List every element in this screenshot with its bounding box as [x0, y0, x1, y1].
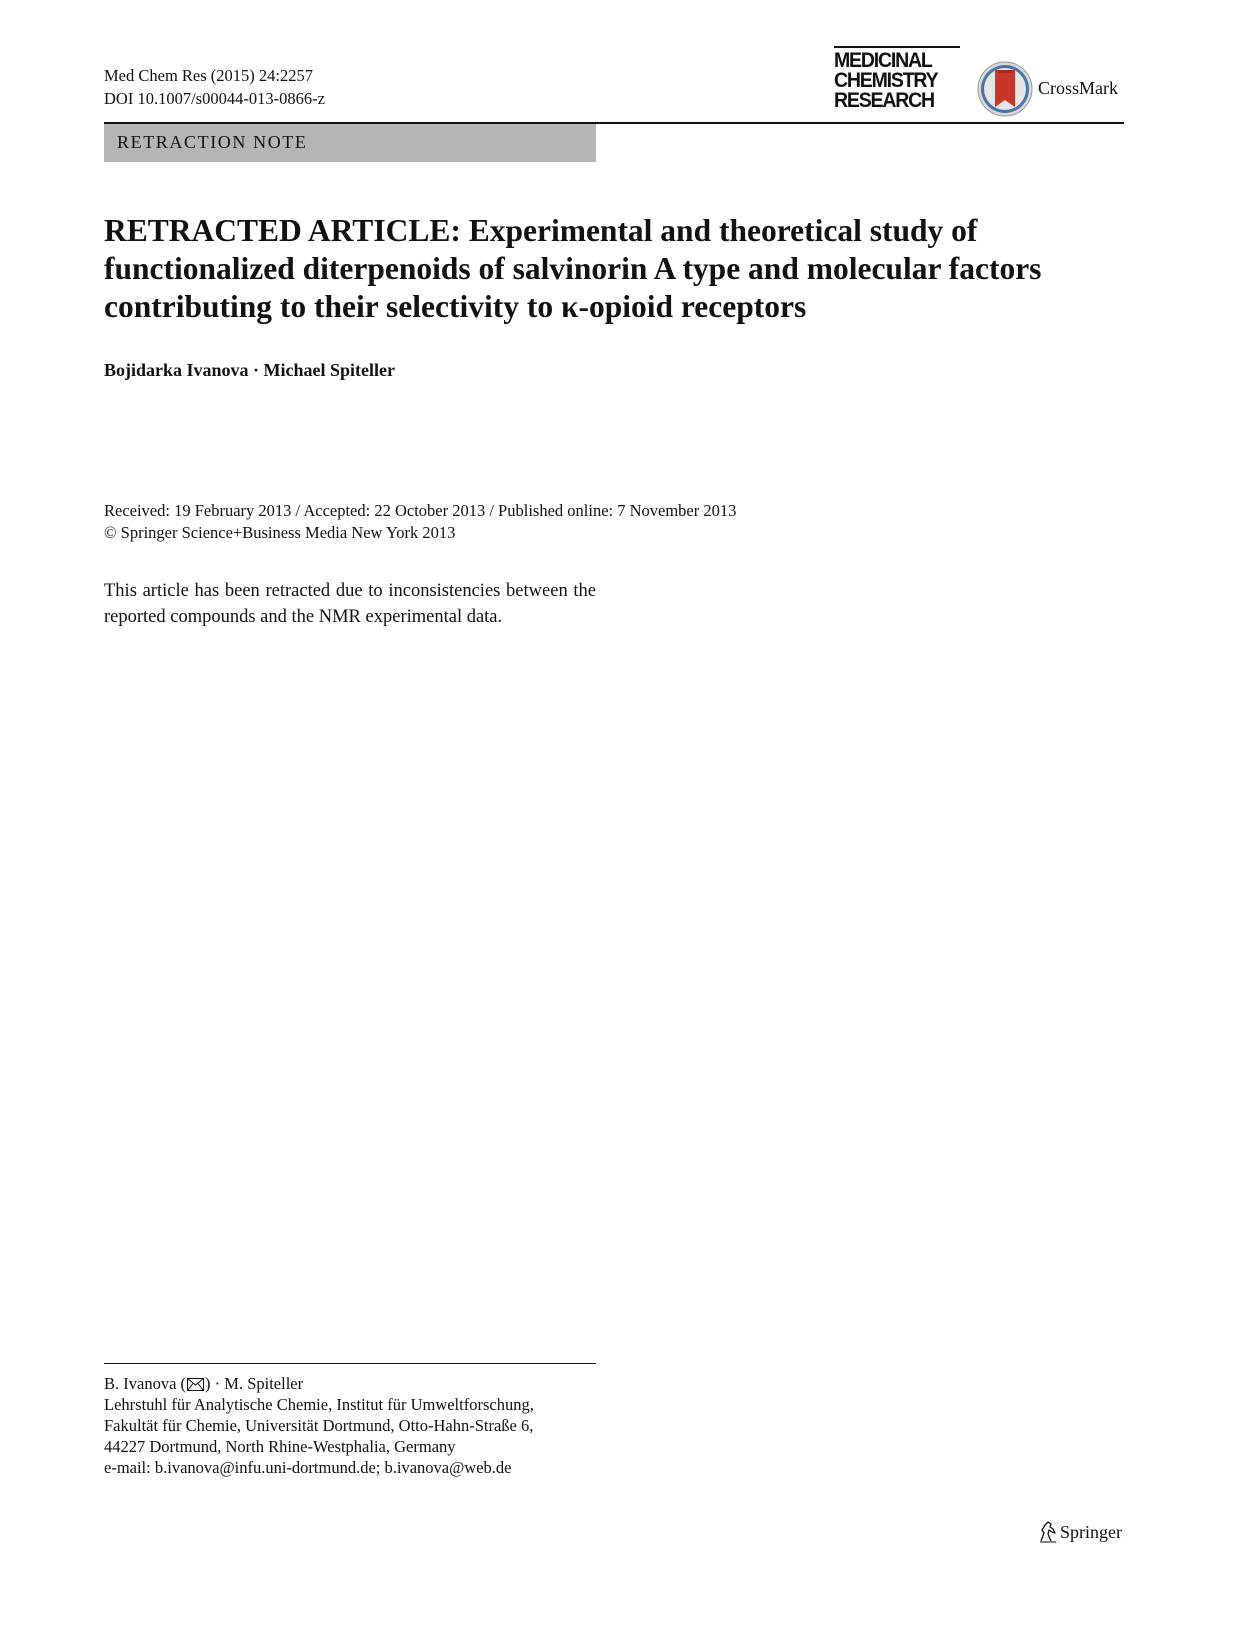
- logo-line: CHEMISTRY: [834, 69, 938, 92]
- crossmark-badge[interactable]: [976, 60, 1124, 118]
- corresponding-author-line: [104, 1373, 534, 1394]
- history-dates: Received: 19 February 2013 / Accepted: 22 October 2013 / Published online: 7 November 2013: [104, 501, 737, 520]
- section-label-bar: [104, 124, 596, 162]
- affiliation-line: 44227 Dortmund, North Rhine-Westphalia, Germany: [104, 1437, 456, 1456]
- email-line[interactable]: e-mail: b.ivanova@infu.uni-dortmund.de; b.ivanova@web.de: [104, 1458, 512, 1477]
- crossmark-icon: [976, 60, 1034, 118]
- journal-reference: [104, 64, 325, 110]
- author-name-b: ) · M. Spiteller: [205, 1374, 304, 1393]
- crossmark-label: CrossMark: [1038, 78, 1118, 98]
- article-title: RETRACTED ARTICLE: Experimental and theoretical study of functionalized diterpenoids of salvinorin A type and molecular factors contributing to their selectivity to κ-opioid receptors: [104, 213, 1042, 324]
- footnote-divider: [104, 1363, 596, 1364]
- affiliation-line: Lehrstuhl für Analytische Chemie, Institut für Umweltforschung,: [104, 1395, 534, 1414]
- publication-history: [104, 500, 736, 544]
- retraction-notice-text: This article has been retracted due to inconsistencies between the reported compounds and the NMR experimental data.: [104, 581, 596, 627]
- logo-line: MEDICINAL: [834, 49, 932, 72]
- publisher-name: Springer: [1060, 1522, 1122, 1542]
- copyright-line: © Springer Science+Business Media New York 2013: [104, 523, 456, 542]
- section-label: RETRACTION NOTE: [117, 132, 308, 152]
- author-affiliation: [104, 1373, 534, 1478]
- journal-logo: [834, 46, 960, 111]
- affiliation-line: Fakultät für Chemie, Universität Dortmund, Otto-Hahn-Straße 6,: [104, 1416, 534, 1435]
- logo-rule: [834, 46, 960, 48]
- doi-link[interactable]: DOI 10.1007/s00044-013-0866-z: [104, 89, 325, 108]
- author-name-a: B. Ivanova (: [104, 1374, 187, 1393]
- springer-horse-icon: [1038, 1521, 1058, 1543]
- envelope-icon[interactable]: [187, 1378, 204, 1391]
- author-list: Bojidarka Ivanova · Michael Spiteller: [104, 360, 395, 380]
- logo-line: RESEARCH: [834, 89, 934, 112]
- journal-citation: Med Chem Res (2015) 24:2257: [104, 66, 313, 85]
